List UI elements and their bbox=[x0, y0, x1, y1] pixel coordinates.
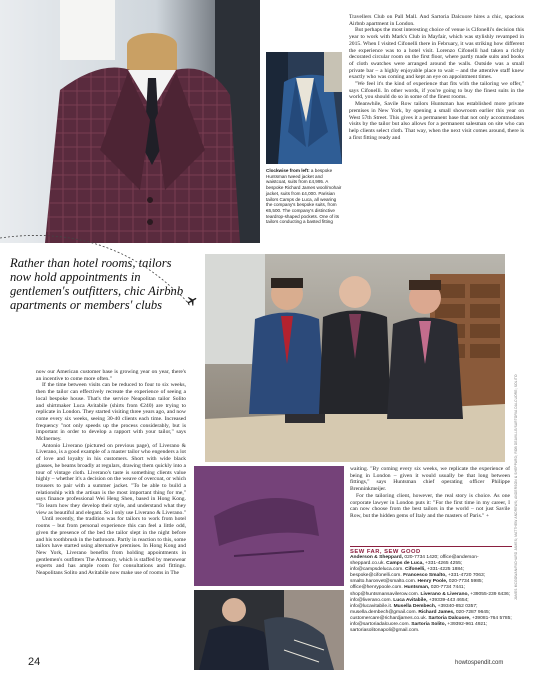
entry-info: 020-7734 7441; shop@huntsmansavilerow.com. bbox=[350, 585, 465, 597]
entry-name: Anderson & Sheppard, bbox=[350, 555, 403, 560]
site-url: howtospendit.com bbox=[455, 660, 504, 666]
paragraph: "We feel it's the kind of experience that fits with the tailoring we offer," says Cifonelli. In other words, if you're going to buy the finest suits in the world, you should do so in some of the finest rooms. bbox=[349, 81, 524, 101]
teardrop-pocket-image bbox=[194, 466, 344, 586]
paragraph: Meanwhile, Savile Row tailors Huntsman has established more private premises in New York, by opening a small showroom earlier this year on West 57th Street. This gives it a permanent base that not only accommodates visits by the tailor but also allows for a permanent salesman on site who can help clients select cloth. That way, when the next visit comes around, there is a first fitting ready and bbox=[349, 101, 524, 141]
photo-basted-fitting bbox=[194, 590, 344, 670]
entry-info: +39081-764 5785; info@sartoriadalcuore.com. bbox=[350, 615, 512, 628]
paragraph: Travellers Club on Pall Mall. And Sartoria Dalcuore hires a chic, spacious Airbnb apartment in London. bbox=[349, 14, 524, 27]
basted-fitting-image bbox=[194, 590, 344, 670]
entry-info: 020-7734 1420; office@anderson-sheppard.co.uk. bbox=[350, 555, 479, 567]
entry-name: Cifonelli, bbox=[404, 567, 426, 573]
entry-name: Henry Poole, bbox=[417, 579, 448, 585]
photo-caption bbox=[266, 168, 342, 225]
photo-teardrop-pocket bbox=[194, 466, 344, 586]
entry-info: +331-4720 7063; smalto.haronvet@smalto.com. bbox=[350, 573, 486, 585]
box-divider bbox=[350, 546, 512, 547]
blue-jacket-image bbox=[266, 52, 342, 164]
page-number: 24 bbox=[28, 656, 41, 668]
article-column-left bbox=[36, 369, 186, 577]
paragraph: Antonio Liverano (pictured on previous page), of Liverano & Liverano, is a good example of a master tailor who engenders a lot of love and loyalty in his customers. Short with wide black glasses, he beams broadly at regulars, drawing them quickly into a tour of vintage cloth. Liverano's taste is something clients value highly – whether it's a decision on the weave of overcoat, or which trousers to pair with a summer jacket. "To be able to build a relationship with the artisan is the most important thing for me," says finance professional Wei Heng Shen, based in Hong Kong. "To learn how they develop their style, and understand what they view as beautiful and elegant. So I only use Liverano & Liverano." bbox=[36, 442, 187, 516]
photo-blue-jacket bbox=[266, 52, 342, 164]
paragraph: If the time between visits can be reduced to four to six weeks, then the tailor can effectively recreate the experience of seeing a local bespoke house. That's the service Neapolitan tailor Solito and shirtmaker Luca Avitabile (shirts from €240) are trying to replicate in London. They started visiting three years ago, and now come every six weeks, seeing 30-40 clients each time. Increased frequency "not only speeds up the process considerably, but is important in order to develop a rapport with your tailor," says McInerney. bbox=[36, 382, 186, 443]
caption-text: a bespoke Huntsman tweed jacket and waistcoat, suits from £4,995. A bespoke Richard James wool/mohair jacket, suits from £4,000. Parisian tailors Camps de Luca, all wearing the company's bespoke suits, from €6,500. The company's distinctive teardrop-shaped pockets. One of its tailors conducting a basted fitting bbox=[266, 168, 342, 225]
tweed-jacket-image bbox=[0, 0, 260, 243]
entry-info: +39339-443 4654; info@lucavitabile.it. bbox=[350, 597, 469, 609]
sew-far-box bbox=[350, 546, 512, 634]
paragraph: But perhaps the most interesting choice of venue is Cifonelli's decision this year to work with Mark's Club in Mayfair, which was stylishly revamped in 2015. When I visited Cifonelli there in February, it was striking how different the experience was to a hotel visit. Lorenzo Cifonelli had taken a richly decorated circular room on the first floor, where partly made suits and books of cloth swatches were arranged around the walls. Outside was a small private bar – a highly enjoyable place to wait – and the attentive staff knew exactly who was coming and kept an eye on appointment times. bbox=[349, 27, 524, 81]
entry-name: Camps de Luca, bbox=[386, 561, 424, 567]
pull-quote-text: Rather than hotel rooms, tailors now hold appointments in gentlemen's outfitters, chic Airbnb apartments or members' clubs bbox=[10, 256, 184, 312]
paragraph: Until recently, the tradition was for tailors to work from hotel rooms – but from personal experience this can feel a little odd, given the presence of the bed the tailor slept in the night before and his toothbrush in the bathroom. Partly in reaction to this, some tailors have started using alternative premises. In Hong Kong and New York, Liverano benefits from holding appointments in gentlemen's outfitters The Armoury, which is staffed by menswear experts and has ample room for consultations and fittings. Neapolitans Solito and Avitabile now make use of rooms in The bbox=[36, 516, 186, 577]
paragraph: For the tailoring client, however, the real story is choice. As one corporate lawyer in London puts it: "For the first time in my career, I can now choose from the best tailors in the world – not just Savile Row, but the hidden gems of Italy and the masters of Paris." + bbox=[350, 492, 510, 519]
entry-name: Huntsman, bbox=[404, 585, 430, 591]
article-column-top-right bbox=[349, 14, 524, 141]
entry-info: +331-4225 1884; bespoke@cifonelli.com. bbox=[350, 567, 465, 579]
entry-info: +39340-852 0357; musella.dembech@gmail.com. bbox=[350, 603, 478, 615]
box-entries bbox=[350, 555, 512, 634]
airplane-icon bbox=[186, 294, 198, 306]
entry-name: Francesco Smalto, bbox=[403, 573, 447, 579]
box-heading: SEW FAR, SEW GOOD bbox=[350, 549, 421, 555]
entry-name: Liverano & Liverano, bbox=[420, 591, 469, 597]
entry-info: 020-7734 5985; office@henrypoole.com. bbox=[350, 579, 484, 591]
entry-info: +39055-239 6436; info@liverano.com. bbox=[350, 591, 511, 603]
entry-info: +331-4265 4255; info@campsdeluca.com. bbox=[350, 561, 463, 573]
caption-lead: Clockwise from left: bbox=[266, 168, 310, 173]
photo-tweed-jacket bbox=[0, 0, 260, 243]
entry-name: Richard James, bbox=[418, 609, 455, 615]
entry-name: Sartoria Dalcuore, bbox=[428, 615, 471, 621]
photo-credit: JAMES MCGOWAN/RICHARD JAMES; MATTHEW ANDREWS; ANDERSON & SHEPPARD; ROB DEAVILLE/SARTORIA DALCUORE; SOLITO bbox=[514, 374, 518, 600]
camps-de-luca-image bbox=[205, 254, 505, 462]
paragraph: waiting. "By coming every six weeks, we replicate the experience of being in London – given it would usually be that long between fittings," says Huntsman chief operating officer Philippe Brenninkmeijer. bbox=[350, 466, 510, 493]
entry-name: Luca Avitabile, bbox=[393, 597, 428, 603]
entry-info: +39392-961 4921; sartoriasolitonapoli@gmail.com. bbox=[350, 622, 488, 634]
entry-info: 020-7287 9645; customercare@richardjames.co.uk. bbox=[350, 609, 491, 621]
paragraph: now our American customer base is growing year on year, there's an incentive to come more often." bbox=[36, 369, 186, 382]
entry-name: Musella Dembech, bbox=[393, 603, 437, 609]
article-column-bottom-right bbox=[350, 466, 510, 520]
flight-path bbox=[0, 226, 205, 326]
photo-camps-de-luca-tailors bbox=[205, 254, 505, 462]
entry-name: Sartoria Solito, bbox=[411, 622, 447, 628]
